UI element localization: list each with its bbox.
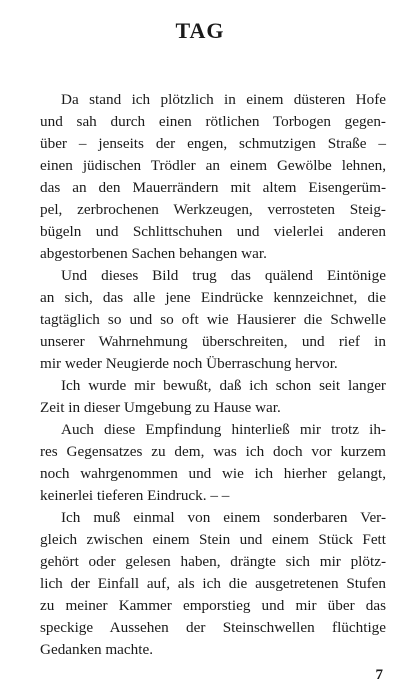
paragraph [40, 265, 386, 375]
text-line: Zeit in dieser Umgebung zu Hause war. [40, 399, 281, 416]
text-line: speckige Aussehen der Steinschwellen flüchtige [40, 619, 386, 636]
text-line: gehört oder gelesen haben, drängte sich mir plötz- [40, 553, 386, 570]
text-line: über – jenseits der engen, schmutzigen Straße – [40, 135, 386, 152]
text-line: das an den Mauerrändern mit altem Eisengerüm- [40, 179, 386, 196]
page-number: 7 [375, 667, 383, 683]
paragraph [40, 89, 386, 265]
body-text [40, 89, 386, 661]
text-line: Und dieses Bild trug das quälend Eintönige [61, 267, 386, 284]
chapter-title: TAG [175, 18, 225, 43]
text-line: und sah durch einen rötlichen Torbogen gegen- [40, 113, 386, 130]
text-line: unserer Wahrnehmung überschreiten, und rief in [40, 333, 386, 350]
text-line: tagtäglich so und so oft wie Hausierer die Schwelle [40, 311, 386, 328]
text-line: keinerlei tieferen Eindruck. – – [40, 487, 230, 504]
text-line: zu meiner Kammer emporstieg und mir über das [40, 597, 386, 614]
paragraph [40, 419, 386, 507]
paragraph [40, 507, 386, 661]
text-line: Auch diese Empfindung hinterließ mir trotz ih- [61, 421, 386, 438]
text-line: gleich zwischen einem Stein und einem Stück Fett [40, 531, 386, 548]
text-line: lich der Einfall auf, als ich die ausgetretenen Stufen [40, 575, 386, 592]
text-line: Ich wurde mir bewußt, daß ich schon seit langer [61, 377, 386, 394]
text-line: Da stand ich plötzlich in einem düsteren Hofe [61, 91, 386, 108]
text-line: pel, zerbrochenen Werkzeugen, verrosteten Steig- [40, 201, 386, 218]
text-line: res Gegensatzes zu dem, was ich doch vor kurzem [40, 443, 386, 460]
text-line: einen jüdischen Trödler an einem Gewölbe lehnen, [40, 157, 386, 174]
text-line: bügeln und Schlittschuhen und vielerlei anderen [40, 223, 386, 240]
text-line: an sich, das alle jene Eindrücke kennzeichnet, die [40, 289, 386, 306]
text-line: abgestorbenen Sachen behangen war. [40, 245, 267, 262]
text-line: Ich muß einmal von einem sonderbaren Ver- [61, 509, 386, 526]
text-line: Gedanken machte. [40, 641, 154, 658]
text-line: mir weder Neugierde noch Überraschung hervor. [40, 355, 338, 372]
text-line: noch wahrgenommen und wie ich hierher gelangt, [40, 465, 386, 482]
paragraph [40, 375, 386, 419]
